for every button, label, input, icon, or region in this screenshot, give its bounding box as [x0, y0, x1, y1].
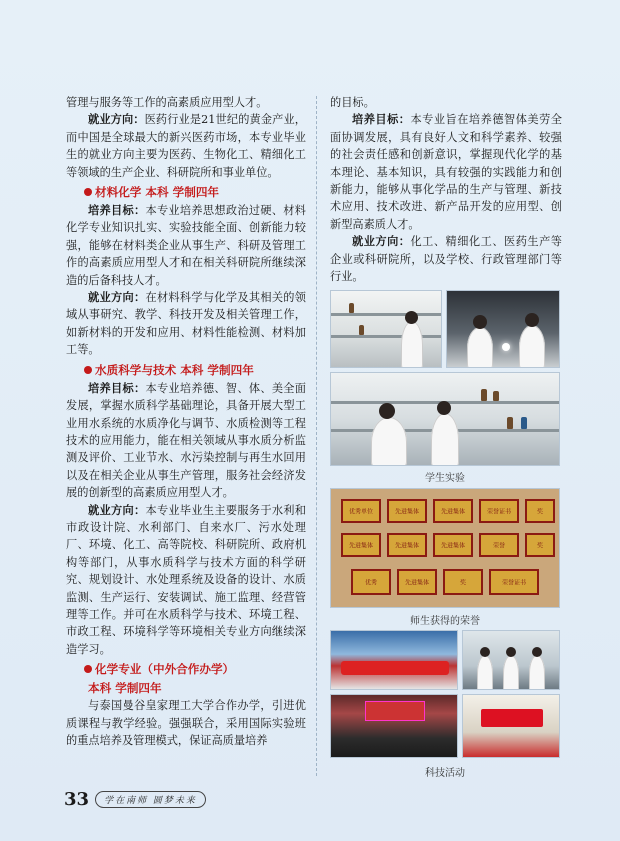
lab-photo-1 — [330, 290, 442, 368]
paragraph-text: 本专业旨在培养德智体美劳全面协调发展，具有良好人文和科学素养、较强的社会责任感和创新意识，掌握现代化学的基本理论、基本知识，具有较强的实践能力和创新能力，能够从事化学品的生产与管理、新技术应用、技术改进、新产品开发的应用型、创新型高素质人才。 — [330, 113, 562, 231]
major-heading-chemistry — [66, 660, 306, 678]
paragraph-text: 化工、精细化工、医药生产等企业或科研院所，以及学校、行政管理部门等行业。 — [330, 235, 562, 284]
paragraph-text: 本专业培养德、智、体、美全面发展，掌握水质科学基础理论，具备开展大型工业用水系统的水质净化与调节、水质检测等工程技术的应用能力，能在相关领域从事水质分析监测及评价、工业节水、水污染控制与再生水回用以及在相关企业从事生产管理，服务社会经济发展的创新型的高素质应用型人才。 — [66, 381, 306, 500]
paragraph-text: 医药行业是21世纪的黄金产业，而中国是全球最大的新兴医药市场，本专业毕业生的就业方向主要为医药、生物化工、精细化工等领域的生产企业、科研院所和事业单位。 — [66, 113, 306, 179]
page-footer — [64, 789, 206, 810]
section-label: 培养目标： — [88, 381, 146, 395]
major-heading-materials — [66, 183, 306, 201]
honor-photo: 优秀单位 先进集体 先进集体 荣誉证书 奖 先进集体 先进集体 先进集体 荣誉 奖 优秀 先进集体 奖 荣誉证书 — [330, 488, 560, 608]
photo-caption-honor: 师生获得的荣誉 — [410, 616, 480, 627]
section-label: 就业方向： — [88, 113, 145, 127]
employment-paragraph — [66, 502, 306, 659]
heading-text: 化学专业（中外合作办学） — [95, 662, 235, 677]
section-label: 培养目标： — [88, 204, 146, 218]
paragraph-text: 本专业毕业生主要服务于水利和市政设计院、水利部门、自来水厂、污水处理厂、环境、化工、高等院校、科研院所、政府机构等部门，从事水质科学与技术方面的科学研究、规划设计、水处理系统及设备的设计、水质监测、生产运行、安装调试、施工监理、经营管理等工作。并可在水质科学与技术、环境工程、市政工程、环境科学等环境相关专业方向继续深造学习。 — [66, 503, 306, 656]
right-column — [330, 94, 562, 285]
bullet-icon — [84, 366, 92, 374]
paragraph-text: 在材料科学与化学及其相关的领域从事研究、教学、科技开发及相关管理工作，如新材料的开发和应用、材料性能检测、材料加工等。 — [66, 291, 306, 357]
training-paragraph — [66, 202, 306, 289]
major-subheading-chemistry: 本科 学制四年 — [88, 681, 162, 696]
bullet-icon — [84, 665, 92, 673]
column-divider — [316, 96, 317, 776]
paragraph: 管理与服务等工作的高素质应用型人才。 — [66, 96, 268, 109]
training-paragraph — [66, 380, 306, 502]
footer-slogan: 学在南师 圆梦未来 — [95, 791, 206, 808]
lab-photo-3 — [330, 372, 560, 466]
employment-paragraph — [330, 233, 562, 285]
page-number: 33 — [64, 789, 90, 810]
major-heading-water — [66, 361, 306, 379]
tech-photo-1 — [330, 630, 458, 690]
section-label: 培养目标： — [352, 113, 411, 127]
section-label: 就业方向： — [352, 235, 411, 249]
paragraph-text: 本专业培养思想政治过硬、材料化学专业知识扎实、实验技能全面、创新能力较强，能够在材料类企业从事生产、科研及管理工作的高素质应用型人才和在相关科研院所继续深造的后备科技人才。 — [66, 204, 306, 287]
heading-text: 材料化学 本科 学制四年 — [95, 185, 220, 200]
paragraph: 与泰国曼谷皇家理工大学合作办学，引进优质课程与教学经验。强强联合，采用国际实验班的重点培养及管理模式，保证高质量培养 — [66, 699, 306, 747]
lab-photo-2 — [446, 290, 560, 368]
photo-caption-lab: 学生实验 — [425, 473, 465, 484]
employment-paragraph — [66, 111, 306, 181]
section-label: 就业方向： — [88, 291, 146, 305]
bullet-icon — [84, 188, 92, 196]
tech-photo-3 — [330, 694, 458, 758]
tech-photo-4 — [462, 694, 560, 758]
employment-paragraph — [66, 289, 306, 359]
tech-photo-2 — [462, 630, 560, 690]
paragraph: 的目标。 — [330, 96, 375, 109]
heading-text: 水质科学与技术 本科 学制四年 — [95, 362, 254, 377]
training-paragraph — [330, 111, 562, 233]
left-column — [66, 94, 306, 749]
section-label: 就业方向： — [88, 503, 146, 517]
photo-caption-tech: 科技活动 — [425, 768, 465, 779]
